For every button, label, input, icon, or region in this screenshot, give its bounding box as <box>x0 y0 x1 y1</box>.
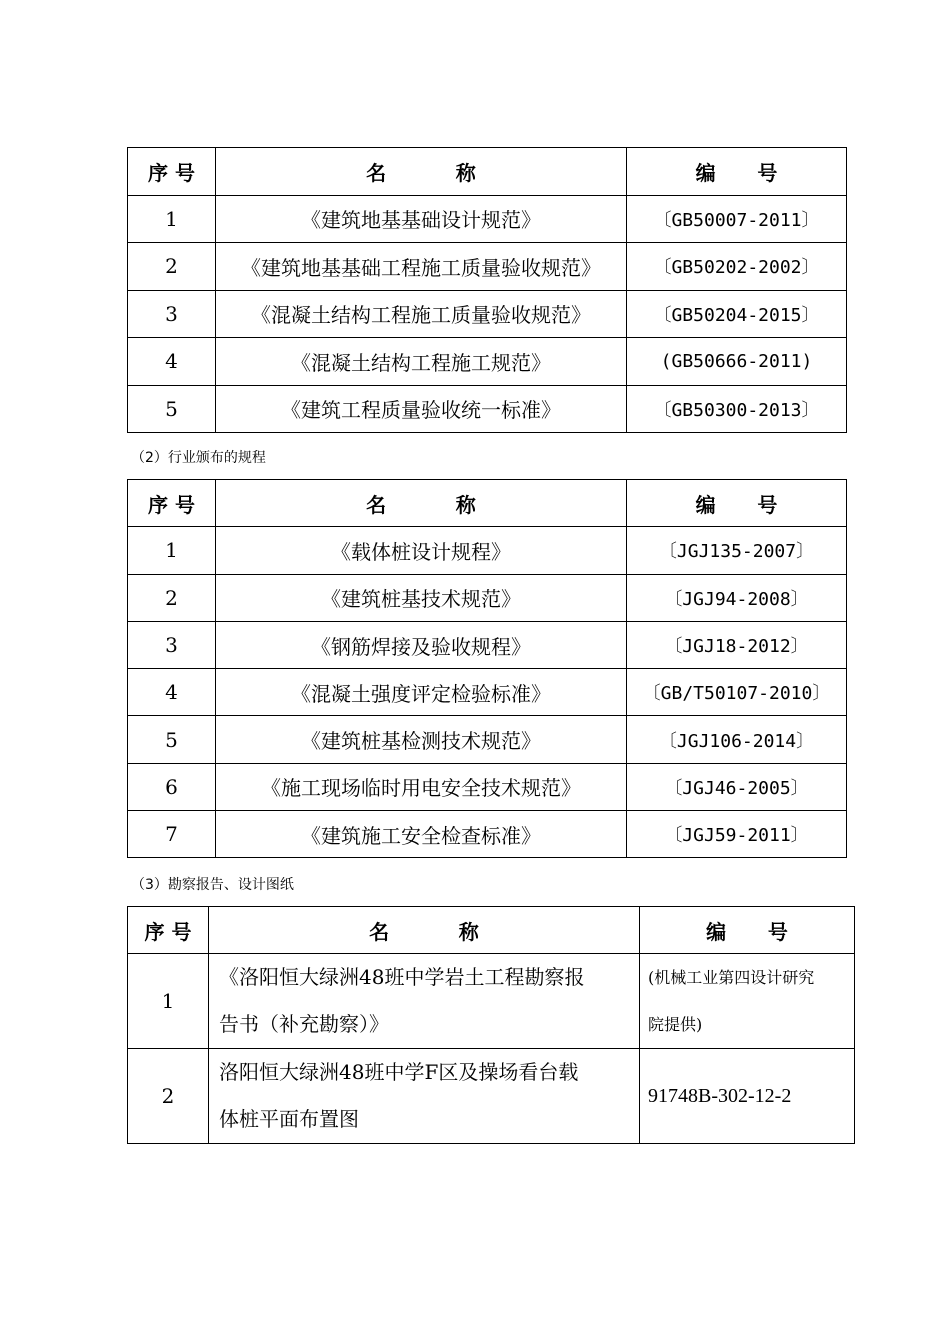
table-row <box>128 716 847 763</box>
header-seq: 序 号 <box>128 148 216 196</box>
table-row <box>128 527 847 574</box>
header-name: 名 称 <box>216 480 627 527</box>
table-row <box>128 338 847 386</box>
row-code: 〔GB50007-2011〕 <box>627 195 847 243</box>
row-code: 91748B-302-12-2 <box>640 1049 855 1144</box>
row-name: 《建筑桩基检测技术规范》 <box>216 716 627 763</box>
table-row <box>128 574 847 621</box>
header-code: 编 号 <box>640 907 855 954</box>
row-name <box>209 1049 640 1144</box>
header-seq: 序 号 <box>128 480 216 527</box>
header-code: 编 号 <box>627 480 847 527</box>
row-code-line1: (机械工业第四设计研究 <box>648 968 815 987</box>
row-seq: 6 <box>128 763 216 810</box>
row-name: 《混凝土结构工程施工质量验收规范》 <box>216 290 627 338</box>
table-row <box>128 763 847 810</box>
row-name: 《混凝土强度评定检验标准》 <box>216 669 627 716</box>
section-caption-survey: （3）勘察报告、设计图纸 <box>131 877 294 893</box>
row-code: 〔JGJ106-2014〕 <box>627 716 847 763</box>
table-row <box>128 1049 855 1144</box>
header-name: 名 称 <box>209 907 640 954</box>
row-name-line2: 体桩平面布置图 <box>219 1107 359 1131</box>
row-code: 〔GB50202-2002〕 <box>627 243 847 291</box>
section-caption-industry: （2）行业颁布的规程 <box>131 450 266 466</box>
table-header-row <box>128 148 847 196</box>
row-seq: 1 <box>128 954 209 1049</box>
row-name: 《施工现场临时用电安全技术规范》 <box>216 763 627 810</box>
header-name: 名 称 <box>216 148 627 196</box>
row-seq: 4 <box>128 338 216 386</box>
row-seq: 4 <box>128 669 216 716</box>
row-code <box>640 954 855 1049</box>
row-code: 〔JGJ46-2005〕 <box>627 763 847 810</box>
row-name: 《载体桩设计规程》 <box>216 527 627 574</box>
standards-table-industry <box>127 479 847 858</box>
row-name: 《混凝土结构工程施工规范》 <box>216 338 627 386</box>
row-name: 《建筑桩基技术规范》 <box>216 574 627 621</box>
table-header-row <box>128 480 847 527</box>
row-name <box>209 954 640 1049</box>
table-row <box>128 290 847 338</box>
row-code-line2: 院提供) <box>648 1015 703 1034</box>
row-code: 〔JGJ18-2012〕 <box>627 621 847 668</box>
table-row <box>128 195 847 243</box>
row-code: (GB50666-2011) <box>627 338 847 386</box>
table-row <box>128 811 847 858</box>
row-code: 〔JGJ94-2008〕 <box>627 574 847 621</box>
row-code: 〔GB50204-2015〕 <box>627 290 847 338</box>
table-row <box>128 669 847 716</box>
row-seq: 5 <box>128 385 216 433</box>
table-header-row <box>128 907 855 954</box>
header-seq: 序 号 <box>128 907 209 954</box>
row-seq: 3 <box>128 621 216 668</box>
row-seq: 5 <box>128 716 216 763</box>
row-code: 〔JGJ135-2007〕 <box>627 527 847 574</box>
row-seq: 2 <box>128 1049 209 1144</box>
row-seq: 1 <box>128 527 216 574</box>
row-name: 《建筑地基基础设计规范》 <box>216 195 627 243</box>
row-seq: 7 <box>128 811 216 858</box>
row-code: 〔GB50300-2013〕 <box>627 385 847 433</box>
survey-drawings-table <box>127 906 855 1144</box>
table-row <box>128 243 847 291</box>
row-seq: 3 <box>128 290 216 338</box>
row-code: 〔JGJ59-2011〕 <box>627 811 847 858</box>
row-name: 《建筑工程质量验收统一标准》 <box>216 385 627 433</box>
row-seq: 1 <box>128 195 216 243</box>
row-seq: 2 <box>128 243 216 291</box>
row-name: 《建筑施工安全检查标准》 <box>216 811 627 858</box>
row-name: 《钢筋焊接及验收规程》 <box>216 621 627 668</box>
row-name-line1: 《洛阳恒大绿洲48班中学岩土工程勘察报 <box>219 965 585 989</box>
row-code: 〔GB/T50107-2010〕 <box>627 669 847 716</box>
table-row <box>128 621 847 668</box>
table-row <box>128 954 855 1049</box>
row-name-line1: 洛阳恒大绿洲48班中学F区及操场看台载 <box>219 1060 579 1084</box>
row-name-line2: 告书（补充勘察）》 <box>219 1012 389 1036</box>
row-seq: 2 <box>128 574 216 621</box>
row-name: 《建筑地基基础工程施工质量验收规范》 <box>216 243 627 291</box>
standards-table-national <box>127 147 847 433</box>
table-row <box>128 385 847 433</box>
header-code: 编 号 <box>627 148 847 196</box>
